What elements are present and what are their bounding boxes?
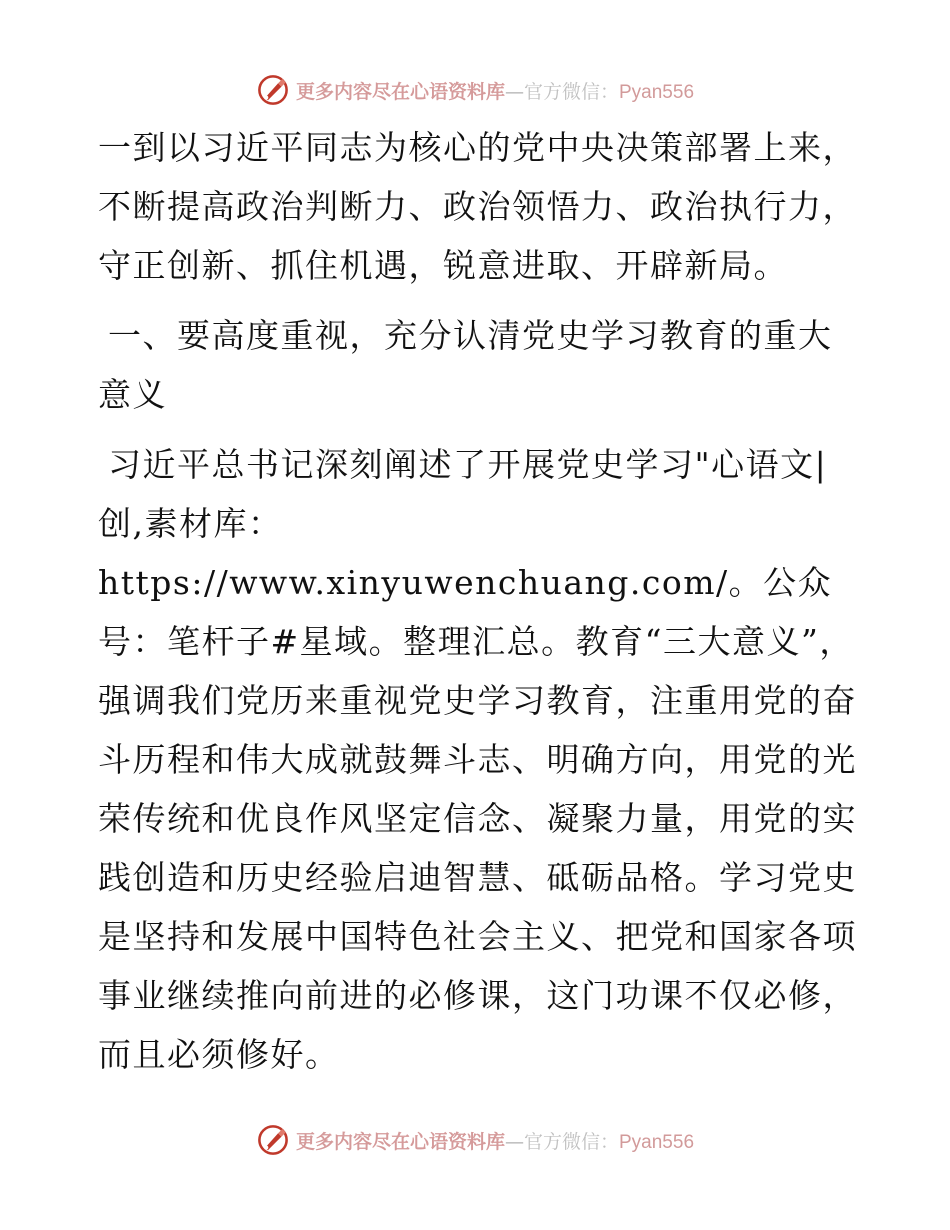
watermark-separator: — [504,80,524,103]
document-body [98,118,858,1084]
pen-logo-icon [256,1123,290,1157]
paragraph-2: 习近平总书记深刻阐述了开展党史学习"心语文|创,素材库：https://www.xinyuwenchuang.com/。公众号：笔杆子#星域。整理汇总。教育“三大意义”，强调我们党历来重视党史学习教育，注重用党的奋斗历程和伟大成就鼓舞斗志、明确方向，用党的光荣传统和优良作风坚定信念、凝聚力量，用党的实践创造和历史经验启迪智慧、砥砺品格。学习党史是坚持和发展中国特色社会主义、把党和国家各项事业继续推向前进的必修课，这门功课不仅必修，而且必须修好。 [98,445,857,1074]
section-heading-1: 一、要高度重视，充分认清党史学习教育的重大意义 [98,316,833,414]
watermark-site-text: 更多内容尽在心语资料库 [295,80,505,103]
pen-logo-icon [256,73,290,107]
paragraph-spacer [98,295,858,306]
watermark-group [256,1123,694,1157]
watermark-site-text: 更多内容尽在心语资料库 [295,1130,505,1153]
watermark-wechat-label: 官方微信： [523,1130,619,1153]
watermark-wechat-id: Pyan556 [619,81,695,103]
watermark-separator: — [504,1130,524,1153]
watermark-group [256,73,694,107]
paragraph-spacer [98,424,858,435]
watermark-wechat-id: Pyan556 [619,1131,695,1153]
watermark-wechat-label: 官方微信： [523,80,619,103]
paragraph-1: 一到以习近平同志为核心的党中央决策部署上来，不断提高政治判断力、政治领悟力、政治执行力，守正创新、抓住机遇，锐意进取、开辟新局。 [98,128,857,285]
footer-watermark [0,1120,950,1160]
watermark-text [296,1127,694,1154]
header-watermark [0,70,950,110]
watermark-text [296,77,694,104]
